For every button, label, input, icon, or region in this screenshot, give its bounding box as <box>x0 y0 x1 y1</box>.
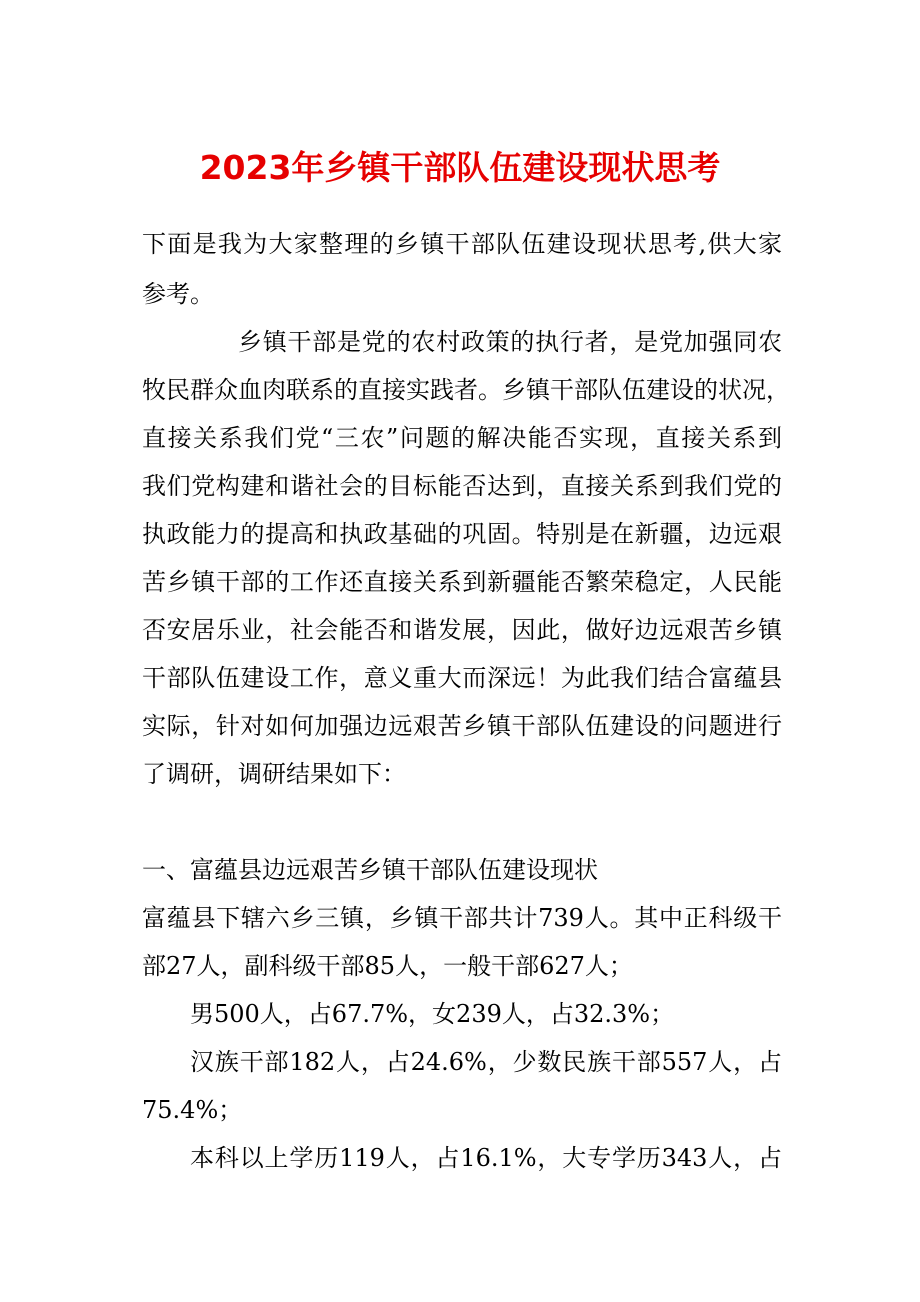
text-line-para1-5: 执政能力的提高和执政基础的巩固。特别是在新疆，边远艰 <box>142 520 782 548</box>
text-line-stats-2: 部27人，副科级干部85人，一般干部627人； <box>142 952 633 980</box>
text-line-para1-7: 否安居乐业，社会能否和谐发展，因此，做好边远艰苦乡镇 <box>142 616 782 644</box>
text-line-ethnicity-1: 汉族干部182人，占24.6%，少数民族干部557人，占 <box>190 1048 782 1076</box>
text-line-para1-3: 直接关系我们党“三农”问题的解决能否实现，直接关系到 <box>142 424 782 452</box>
text-line-para1-6: 苦乡镇干部的工作还直接关系到新疆能否繁荣稳定，人民能 <box>142 568 782 596</box>
text-line-para1-4: 我们党构建和谐社会的目标能否达到，直接关系到我们党的 <box>142 472 782 500</box>
text-line-ethnicity-2: 75.4%； <box>142 1096 243 1124</box>
section-heading: 一、富蕴县边远艰苦乡镇干部队伍建设现状 <box>142 856 598 884</box>
text-line-gender: 男500人，占67.7%，女239人，占32.3%； <box>190 1000 675 1028</box>
text-line-para1-1: 乡镇干部是党的农村政策的执行者，是党加强同农 <box>238 328 782 356</box>
text-line-intro-2: 参考。 <box>142 280 214 308</box>
text-line-para1-10: 了调研，调研结果如下： <box>142 760 406 788</box>
text-line-intro-1: 下面是我为大家整理的乡镇干部队伍建设现状思考,供大家 <box>142 230 782 258</box>
text-line-stats-1: 富蕴县下辖六乡三镇，乡镇干部共计739人。其中正科级干 <box>142 904 782 932</box>
text-line-para1-8: 干部队伍建设工作，意义重大而深远！为此我们结合富蕴县 <box>142 664 782 692</box>
document-title: 2023年乡镇干部队伍建设现状思考 <box>199 148 721 187</box>
text-line-para1-9: 实际，针对如何加强边远艰苦乡镇干部队伍建设的问题进行 <box>142 712 782 740</box>
text-line-education: 本科以上学历119人，占16.1%，大专学历343人，占 <box>190 1144 782 1172</box>
text-line-para1-2: 牧民群众血肉联系的直接实践者。乡镇干部队伍建设的状况， <box>142 376 790 404</box>
